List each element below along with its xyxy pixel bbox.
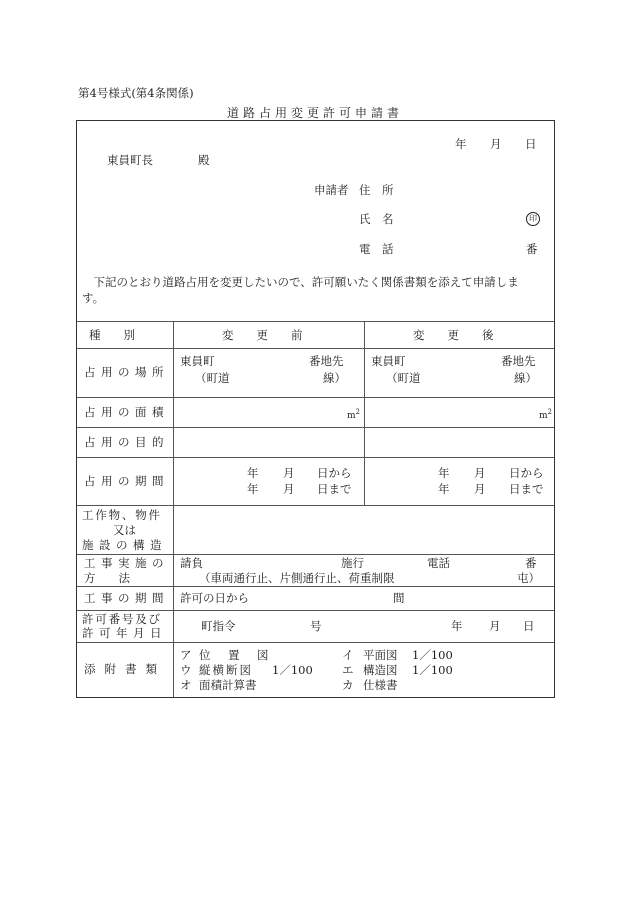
addressee: 東員町長 bbox=[107, 153, 153, 167]
header-type: 種 別 bbox=[89, 328, 135, 342]
method-label-line-1: 工事実施の bbox=[84, 556, 169, 570]
attachments-label: 添附書類 bbox=[84, 662, 166, 676]
attachment-name: 仕様書 bbox=[363, 678, 398, 692]
area-label: 占用の面積 bbox=[84, 405, 169, 419]
before-after-divider bbox=[364, 321, 365, 505]
row-rule bbox=[77, 397, 554, 398]
attachment-name: 面積計算書 bbox=[199, 678, 257, 692]
structure-label-line-1: 工作物、物件 bbox=[82, 508, 162, 522]
attachment-mark: イ bbox=[342, 648, 354, 662]
permit-day: 日 bbox=[523, 619, 535, 633]
attachment-name: 縦横断図 bbox=[199, 663, 253, 677]
attachment-mark: カ bbox=[342, 678, 354, 692]
location-after-road: （町道 bbox=[386, 371, 421, 385]
applicant-label: 申請者 bbox=[314, 183, 349, 197]
work-period-label: 工事の期間 bbox=[84, 591, 169, 605]
statement-line-1: 下記のとおり道路占用を変更したいので、許可願いたく関係書類を添えて申請しま bbox=[82, 275, 519, 289]
location-before-suffix: 番地先 bbox=[309, 354, 344, 368]
purpose-label: 占用の目的 bbox=[84, 435, 169, 449]
address-label: 住 所 bbox=[359, 183, 394, 197]
attachment-mark: ア bbox=[180, 648, 192, 662]
attachment-mark: ウ bbox=[180, 663, 192, 677]
permit-label-line-2: 許可年月日 bbox=[82, 626, 167, 640]
attachment-scale: 1／100 bbox=[412, 663, 453, 677]
permit-month: 月 bbox=[489, 619, 501, 633]
structure-label-line-3: 施設の構造 bbox=[82, 538, 167, 552]
work-period-from: 許可の日から bbox=[180, 591, 249, 605]
method-construction: 施行 bbox=[341, 556, 364, 570]
attachment-mark: エ bbox=[342, 663, 354, 677]
header-after: 変 更 後 bbox=[413, 328, 494, 342]
row-rule bbox=[77, 427, 554, 428]
location-before-road: （町道 bbox=[195, 371, 230, 385]
method-contractor: 請負 bbox=[180, 556, 203, 570]
method-label-line-2: 方 法 bbox=[84, 571, 130, 585]
date-month: 月 bbox=[490, 137, 502, 151]
period-after-start-month: 月 bbox=[474, 466, 486, 480]
location-before-town: 東員町 bbox=[180, 354, 215, 368]
attachment-mark: オ bbox=[180, 678, 192, 692]
location-before-road-end: 線） bbox=[323, 371, 346, 385]
work-period-span: 間 bbox=[393, 591, 405, 605]
attachment-scale: 1／100 bbox=[272, 663, 313, 677]
date-day: 日 bbox=[525, 137, 537, 151]
period-label: 占用の期間 bbox=[84, 474, 169, 488]
table-top-rule bbox=[77, 321, 554, 322]
name-label: 氏 名 bbox=[359, 212, 394, 226]
period-before-start-year: 年 bbox=[247, 466, 259, 480]
attachment-name: 構造図 bbox=[363, 663, 398, 677]
permit-year: 年 bbox=[451, 619, 463, 633]
application-form bbox=[76, 120, 555, 698]
honorific: 殿 bbox=[198, 153, 210, 167]
location-after-road-end: 線） bbox=[514, 371, 537, 385]
attachment-scale: 1／100 bbox=[412, 648, 453, 662]
row-rule bbox=[77, 505, 554, 506]
row-rule bbox=[77, 642, 554, 643]
header-before: 変 更 前 bbox=[222, 328, 303, 342]
seal-mark: 印 bbox=[526, 212, 540, 226]
method-phone-suffix: 番 bbox=[525, 556, 537, 570]
method-restriction-end: 屯） bbox=[517, 571, 540, 585]
date-year: 年 bbox=[455, 137, 467, 151]
period-before-end-month: 月 bbox=[283, 482, 295, 496]
period-after-end-year: 年 bbox=[438, 482, 450, 496]
row-rule bbox=[77, 610, 554, 611]
phone-suffix: 番 bbox=[526, 242, 538, 256]
document-title: 道路占用変更許可申請書 bbox=[226, 106, 403, 120]
period-before-end-day: 日まで bbox=[317, 482, 352, 496]
permit-designation: 町指令 bbox=[201, 619, 236, 633]
period-after-end-day: 日まで bbox=[509, 482, 544, 496]
period-after-end-month: 月 bbox=[474, 482, 486, 496]
location-label: 占用の場所 bbox=[84, 365, 169, 379]
label-column-rule bbox=[173, 321, 174, 697]
attachment-name: 平面図 bbox=[363, 648, 398, 662]
period-before-end-year: 年 bbox=[247, 482, 259, 496]
phone-label: 電 話 bbox=[359, 242, 394, 256]
area-unit-before: $m^2$ bbox=[347, 408, 361, 421]
row-rule bbox=[77, 348, 554, 349]
attachment-name: 位 置 図 bbox=[199, 648, 272, 662]
location-after-town: 東員町 bbox=[371, 354, 406, 368]
row-rule bbox=[77, 586, 554, 587]
period-before-start-month: 月 bbox=[283, 466, 295, 480]
structure-label-line-2: 又は bbox=[113, 523, 136, 537]
row-rule bbox=[77, 554, 554, 555]
statement-line-2: す。 bbox=[82, 291, 105, 305]
form-number: 第4号様式(第4条関係) bbox=[78, 86, 194, 100]
area-unit-after: $m^2$ bbox=[539, 408, 553, 421]
period-after-start-day: 日から bbox=[509, 466, 544, 480]
permit-label-line-1: 許可番号及び bbox=[82, 612, 162, 626]
method-phone: 電話 bbox=[427, 556, 450, 570]
method-restriction: （車両通行止、片側通行止、荷重制限 bbox=[199, 571, 395, 585]
location-after-suffix: 番地先 bbox=[501, 354, 536, 368]
period-before-start-day: 日から bbox=[317, 466, 352, 480]
permit-number-suffix: 号 bbox=[310, 619, 322, 633]
row-rule bbox=[77, 457, 554, 458]
period-after-start-year: 年 bbox=[438, 466, 450, 480]
